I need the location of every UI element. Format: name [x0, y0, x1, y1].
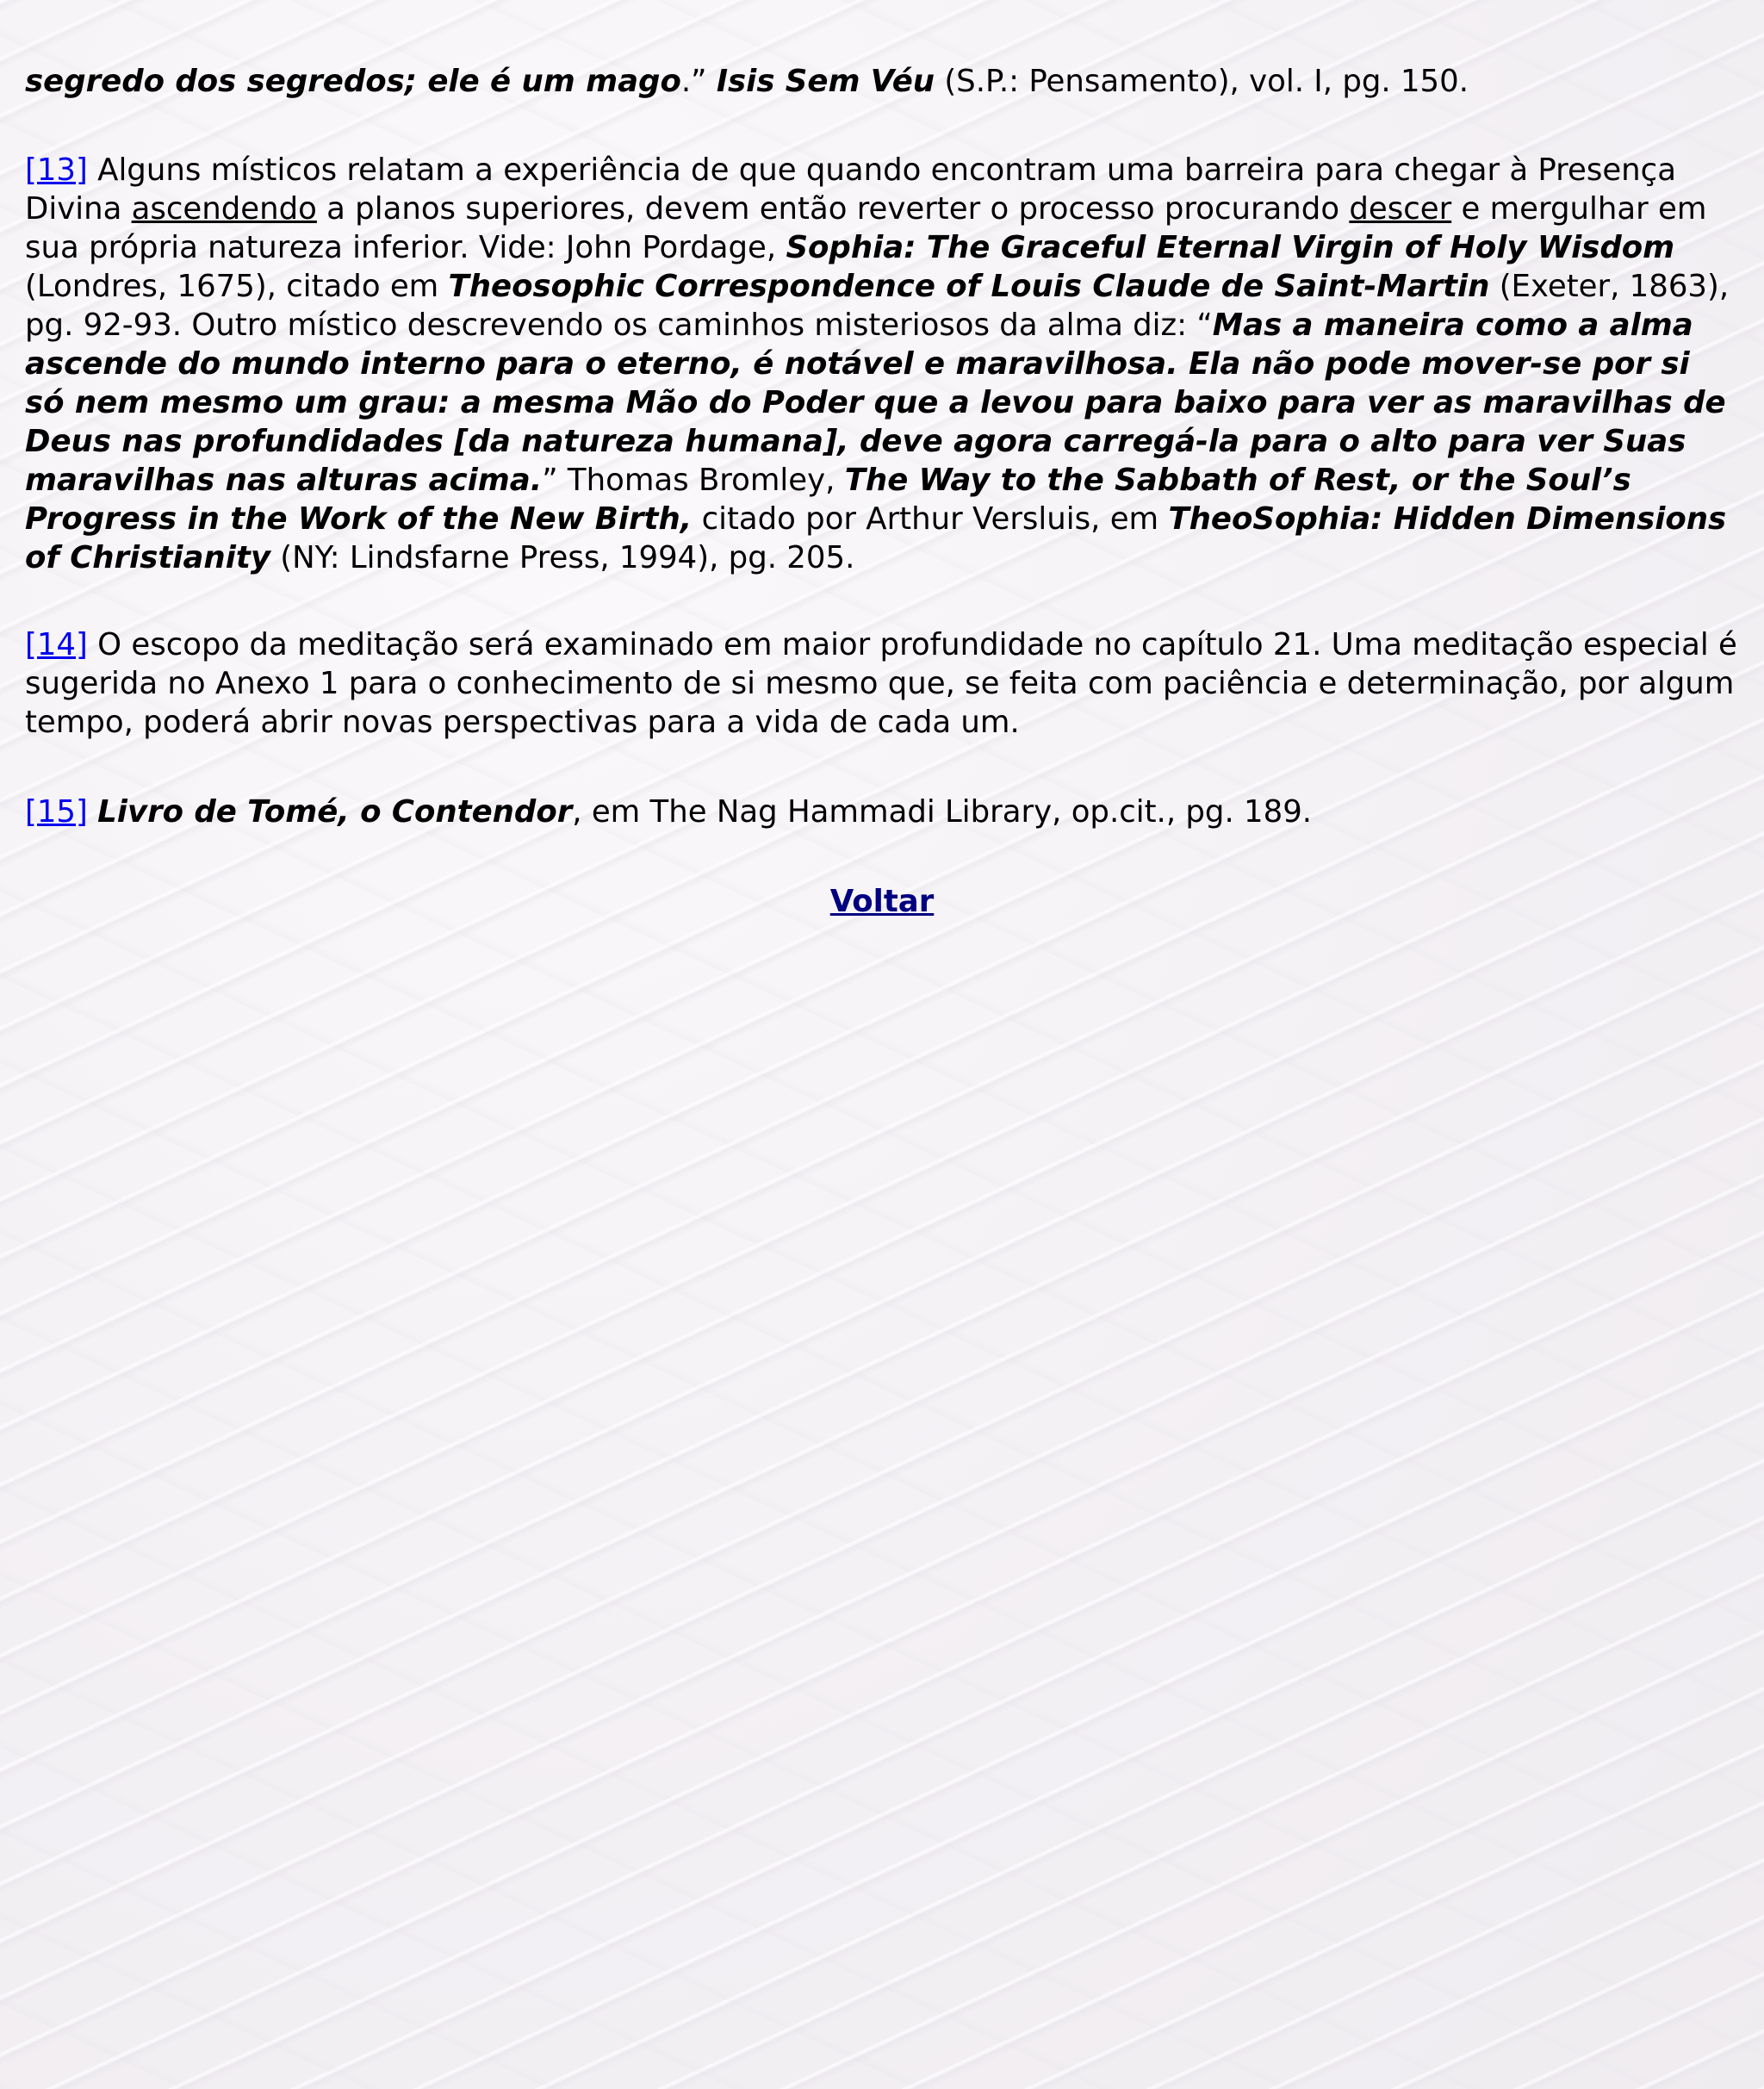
- book-title: Theosophic Correspondence of Louis Claude de Saint-Martin: [448, 269, 1490, 304]
- book-title: TheoSophia: Hidden Dimensions of Christianity: [25, 501, 1727, 575]
- text: citado por Arthur Versluis, em: [692, 501, 1169, 537]
- text: (Exeter, 1863), pg. 92-93. Outro místico descrevendo os caminhos misteriosos da alma diz: “: [25, 269, 1730, 343]
- text: , em The Nag Hammadi Library, op.cit., pg. 189.: [572, 794, 1313, 830]
- book-title: Isis Sem Véu: [716, 64, 935, 99]
- footnote-13: [25, 151, 1739, 577]
- text: ” Thomas Bromley,: [542, 463, 845, 498]
- footnote-14-ref-link[interactable]: [14]: [25, 627, 88, 662]
- text: [88, 794, 97, 830]
- footnote-15-ref-link[interactable]: [15]: [25, 794, 88, 830]
- book-title: The Way to the Sabbath of Rest, or the Soul’s Progress in the Work of the New Birth,: [25, 463, 1631, 537]
- footnote-14: [25, 625, 1739, 742]
- footnote-12-continuation: [25, 62, 1739, 101]
- text: a planos superiores, devem então reverter o processo procurando: [316, 191, 1350, 227]
- book-title: Sophia: The Graceful Eternal Virgin of Holy Wisdom: [786, 230, 1675, 265]
- text: O escopo da meditação será examinado em maior profundidade no capítulo 21. Uma meditação especial é sugerida no Anexo 1 para o conhecimento de si mesmo que, se feita com paciência e determinação, por algum tempo, poderá abrir novas perspectivas para a vida de cada um.: [25, 627, 1737, 740]
- text: (Londres, 1675), citado em: [25, 269, 449, 304]
- quote-emphasis: Mas a maneira como a alma ascende do mundo interno para o eterno, é notável e maravilhosa. Ela não pode mover-se por si só nem mesmo um grau: a mesma Mão do Poder que a levou para baixo para ver as maravilhas de Deus nas profundidades [da natureza humana], deve agora carregá-la para o alto para ver Suas maravilhas nas alturas acima.: [25, 308, 1726, 498]
- text: (S.P.: Pensamento), vol. I, pg. 150.: [935, 64, 1469, 99]
- voltar-link[interactable]: Voltar: [829, 884, 935, 919]
- text: (NY: Lindsfarne Press, 1994), pg. 205.: [270, 540, 855, 575]
- quote-emphasis: segredo dos segredos; ele é um mago: [25, 64, 681, 99]
- text: e mergulhar em sua própria natureza inferior. Vide: John Pordage,: [25, 191, 1707, 265]
- book-title: Livro de Tomé, o Contendor: [97, 794, 573, 830]
- text: Alguns místicos relatam a experiência de que quando encontram uma barreira para chegar à Presença Divina: [25, 152, 1676, 227]
- footnote-13-ref-link[interactable]: [13]: [25, 152, 88, 188]
- underlined-word: ascendendo: [131, 191, 317, 227]
- footnote-15: [25, 793, 1739, 831]
- back-nav: [25, 882, 1739, 921]
- text: .”: [680, 64, 717, 99]
- underlined-word: descer: [1349, 191, 1452, 227]
